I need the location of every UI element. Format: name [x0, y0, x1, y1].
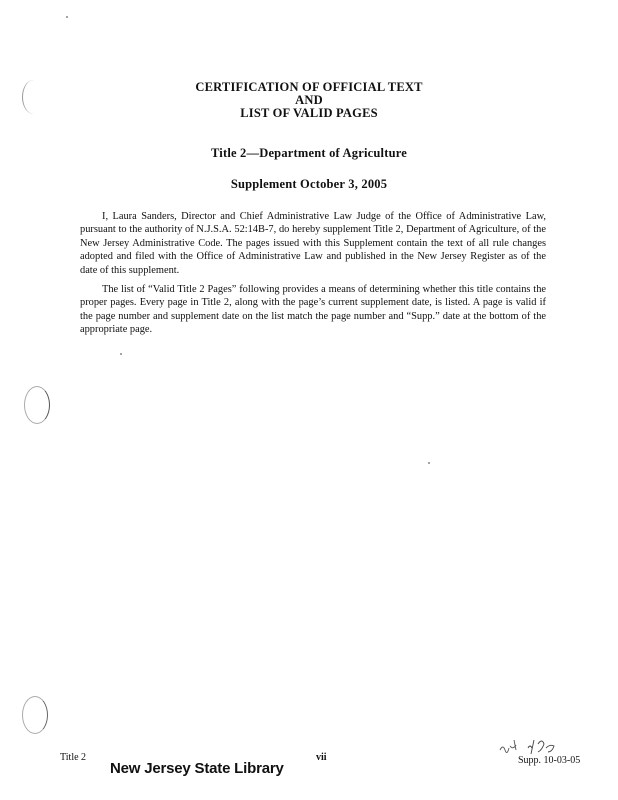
heading-line-1: CERTIFICATION OF OFFICIAL TEXT — [195, 80, 423, 94]
scan-speck — [120, 353, 122, 355]
footer-supplement: Supp. 10-03-05 — [518, 755, 581, 766]
punch-hole — [24, 386, 50, 424]
certification-paragraph: I, Laura Sanders, Director and Chief Administrative Law Judge of the Office of Administrative Law, pursuant to the authority of N.J.S.A. 52:14B-7, do hereby supplement Title 2, Department of Agriculture, of the New Jersey Administrative Code. The pages issued with this Supplement contain the text of all rule changes adopted and filed with the Office of Administrative Law and published in the New Jersey Register as of the date of this supplement. — [80, 211, 546, 276]
scan-speck — [428, 462, 430, 464]
footer-page-number: vii — [316, 752, 327, 763]
heading-line-3: LIST OF VALID PAGES — [240, 106, 378, 120]
valid-pages-paragraph: The list of “Valid Title 2 Pages” following provides a means of determining whether this title contains the proper pages. Every page in Title 2, along with the page’s current supplement date, is listed. A page is valid if the page number and supplement date on the list match the page number and “Supp.” date at the bottom of the appropriate page. — [80, 284, 546, 336]
punch-hole — [22, 696, 48, 734]
scan-speck — [66, 16, 68, 18]
title-heading: Title 2—Department of Agriculture — [210, 146, 408, 160]
footer-title: Title 2 — [60, 752, 87, 763]
heading-line-2: AND — [295, 93, 323, 107]
supplement-date-heading: Supplement October 3, 2005 — [230, 177, 388, 191]
library-stamp: New Jersey State Library — [110, 760, 284, 777]
handwritten-initials — [498, 736, 562, 756]
